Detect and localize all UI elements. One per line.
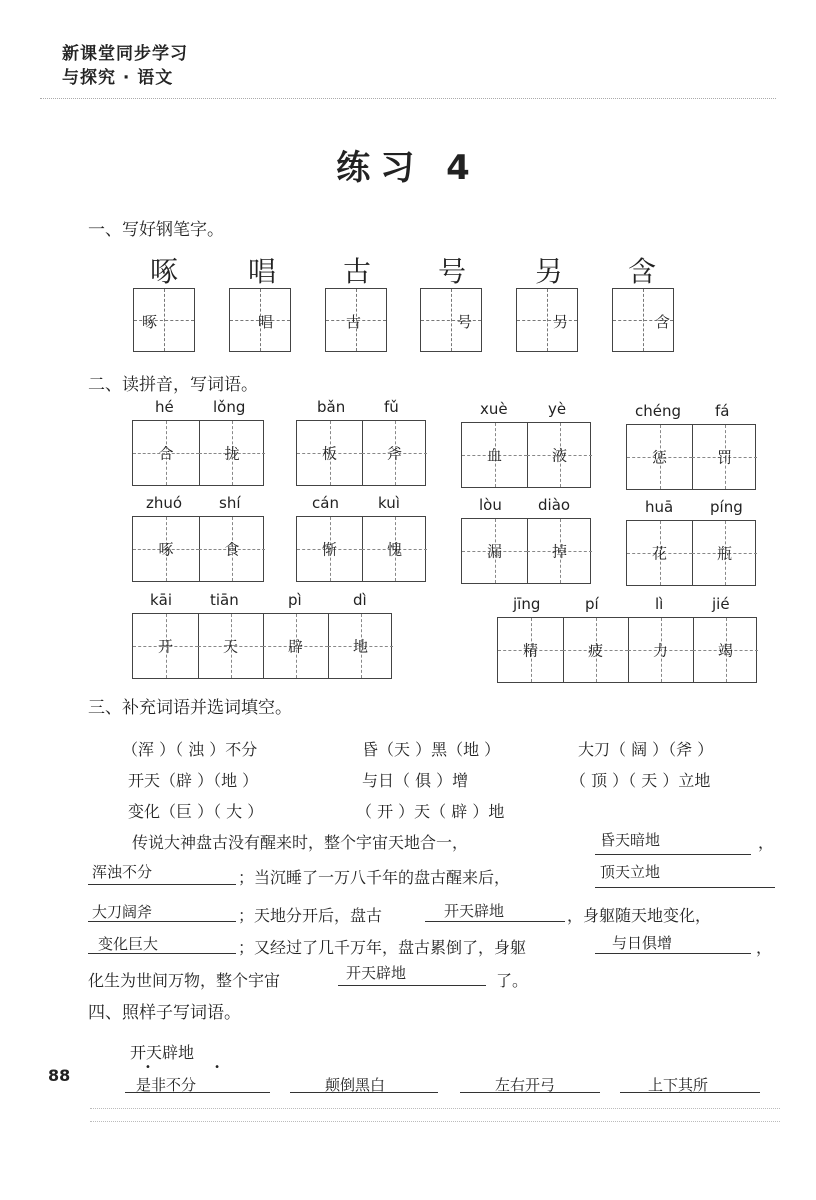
pinyin: bǎn: [317, 398, 346, 416]
word-char: 啄: [158, 540, 174, 559]
writing-box[interactable]: [325, 288, 387, 352]
paragraph-text: ，身躯随天地变化，: [567, 906, 712, 925]
model-char: 号: [438, 255, 467, 288]
model-char: 啄: [150, 255, 179, 288]
answer-text: 变化巨大: [98, 935, 159, 953]
word-char: 天: [222, 637, 238, 656]
handwritten-char: 唱: [258, 313, 274, 331]
answer-text: 开天辟地: [444, 902, 505, 920]
answer-line[interactable]: [290, 1092, 438, 1093]
word-char: 掉: [551, 542, 567, 561]
word-box[interactable]: [132, 613, 392, 679]
pinyin: fǔ: [384, 398, 399, 416]
word-box[interactable]: [626, 424, 756, 490]
answer-line[interactable]: [595, 887, 775, 888]
page-title: 练习 4: [336, 148, 480, 188]
word-char: 拢: [224, 444, 240, 463]
writing-box[interactable]: [420, 288, 482, 352]
pinyin: dì: [353, 591, 367, 609]
header-rule: [40, 98, 776, 99]
word-char: 疲: [587, 641, 603, 660]
model-char: 古: [343, 255, 372, 288]
word-char: 力: [652, 641, 668, 660]
word-char: 辟: [287, 637, 303, 656]
word-char: 惭: [321, 540, 337, 559]
paragraph-comma: ，: [758, 833, 775, 852]
pinyin: shí: [219, 494, 241, 512]
pinyin: zhuó: [146, 494, 183, 512]
word-char: 血: [486, 446, 502, 465]
pinyin: pì: [288, 591, 302, 609]
word-box[interactable]: [461, 518, 591, 584]
answer-text: 与日俱增: [612, 934, 673, 952]
answer-line[interactable]: [88, 884, 236, 885]
idiom-fill: 变化（巨 ）（ 大 ）: [128, 802, 264, 821]
pinyin: tiān: [210, 591, 239, 609]
answer-line[interactable]: [620, 1092, 760, 1093]
answer-text: 顶天立地: [600, 863, 661, 881]
model-char: 另: [535, 255, 564, 288]
word-box[interactable]: [296, 420, 426, 486]
writing-box[interactable]: [133, 288, 195, 352]
answer-text: 浑浊不分: [92, 863, 153, 881]
answer-text: 上下其所: [648, 1076, 709, 1094]
idiom-fill: 与日（ 俱 ）增: [362, 771, 469, 790]
page-number: 88: [48, 1066, 71, 1085]
model-char: 含: [628, 255, 657, 288]
answer-line[interactable]: [125, 1092, 270, 1093]
pinyin: fá: [715, 402, 730, 420]
answer-text: 开天辟地: [346, 964, 407, 982]
word-char: 合: [158, 444, 174, 463]
pinyin: lòu: [479, 496, 502, 514]
paragraph-text: 了。: [496, 971, 529, 990]
word-char: 食: [224, 540, 240, 559]
paragraph-text: 化生为世间万物，整个宇宙: [88, 971, 281, 990]
word-char: 液: [551, 446, 567, 465]
pinyin: lǒng: [213, 398, 246, 416]
example-word: 开天辟地: [130, 1043, 195, 1062]
brand-line-1: 新课堂同步学习: [62, 44, 188, 64]
brand-title: [62, 42, 188, 90]
word-char: 精: [522, 641, 538, 660]
section-1-heading: 一、写好钢笔字。: [88, 220, 224, 240]
answer-line[interactable]: [88, 953, 236, 954]
idiom-fill: （ 顶 ）（ 天 ）立地: [570, 771, 711, 790]
word-box[interactable]: [132, 516, 264, 582]
word-char: 罚: [716, 448, 732, 467]
paragraph-comma: ，: [756, 938, 773, 957]
word-box[interactable]: [296, 516, 426, 582]
answer-text: 昏天暗地: [600, 831, 661, 849]
pinyin: kāi: [150, 591, 173, 609]
word-box[interactable]: [497, 617, 757, 683]
word-char: 漏: [486, 542, 502, 561]
answer-text: 颠倒黑白: [325, 1076, 386, 1094]
model-characters: [0, 250, 816, 290]
section-4-heading: 四、照样子写词语。: [88, 1003, 241, 1023]
pinyin: píng: [710, 498, 743, 516]
handwritten-char: 古: [346, 313, 362, 331]
pinyin: huā: [645, 498, 674, 516]
pinyin: yè: [548, 400, 567, 418]
word-char: 竭: [717, 641, 733, 660]
writing-box[interactable]: [612, 288, 674, 352]
pinyin: jié: [712, 595, 730, 613]
word-char: 地: [352, 637, 368, 656]
word-char: 愧: [386, 540, 402, 559]
footer-decoration: [90, 1108, 780, 1122]
emphasis-dots: • •: [145, 1062, 250, 1073]
handwritten-char: 啄: [142, 313, 158, 331]
answer-text: 是非不分: [136, 1076, 197, 1094]
pinyin: chéng: [635, 402, 682, 420]
idiom-fill: （浑 ）（ 浊 ）不分: [122, 740, 258, 759]
answer-line[interactable]: [595, 854, 751, 855]
brand-line-2: 与探究 · 语文: [62, 68, 174, 88]
model-char: 唱: [248, 255, 277, 288]
section-3-heading: 三、补充词语并选词填空。: [88, 698, 292, 718]
writing-box[interactable]: [516, 288, 578, 352]
word-char: 瓶: [716, 544, 732, 563]
idiom-fill: 大刀（ 阔 ）（斧 ）: [578, 740, 714, 759]
handwritten-char: 另: [553, 313, 569, 331]
pinyin: xuè: [480, 400, 508, 418]
word-char: 斧: [386, 444, 402, 463]
word-char: 板: [321, 444, 337, 463]
pinyin: cán: [312, 494, 339, 512]
answer-text: 左右开弓: [495, 1076, 556, 1094]
answer-line[interactable]: [88, 921, 236, 922]
idiom-fill: （ 开 ）天（ 辟 ）地: [356, 802, 505, 821]
pinyin: hé: [155, 398, 174, 416]
answer-line[interactable]: [338, 985, 486, 986]
idiom-fill: 昏（天 ）黑（地 ）: [362, 740, 501, 759]
word-char: 开: [157, 637, 173, 656]
handwritten-char: 含: [655, 313, 671, 331]
section-2-heading: 二、读拼音，写词语。: [88, 375, 258, 395]
pinyin: kuì: [378, 494, 400, 512]
answer-line[interactable]: [460, 1092, 600, 1093]
pinyin: jīng: [513, 595, 541, 613]
word-char: 花: [651, 544, 667, 563]
word-char: 惩: [651, 448, 667, 467]
answer-line[interactable]: [595, 953, 751, 954]
writing-box[interactable]: [229, 288, 291, 352]
answer-text: 大刀阔斧: [92, 903, 153, 921]
paragraph-text: ；当沉睡了一万八千年的盘古醒来后，: [238, 868, 511, 887]
paragraph-text: 传说大神盘古没有醒来时，整个宇宙天地合一，: [132, 833, 469, 852]
word-box[interactable]: [132, 420, 264, 486]
pinyin: diào: [538, 496, 571, 514]
pinyin: pí: [585, 595, 599, 613]
word-box[interactable]: [626, 520, 756, 586]
answer-line[interactable]: [425, 921, 565, 922]
handwritten-char: 号: [457, 313, 473, 331]
paragraph-text: ；又经过了几千万年，盘古累倒了，身躯: [238, 938, 527, 957]
idiom-fill: 开天（辟 ）（地 ）: [128, 771, 259, 790]
pinyin: lì: [655, 595, 664, 613]
paragraph-text: ；天地分开后，盘古: [238, 906, 383, 925]
word-box[interactable]: [461, 422, 591, 488]
